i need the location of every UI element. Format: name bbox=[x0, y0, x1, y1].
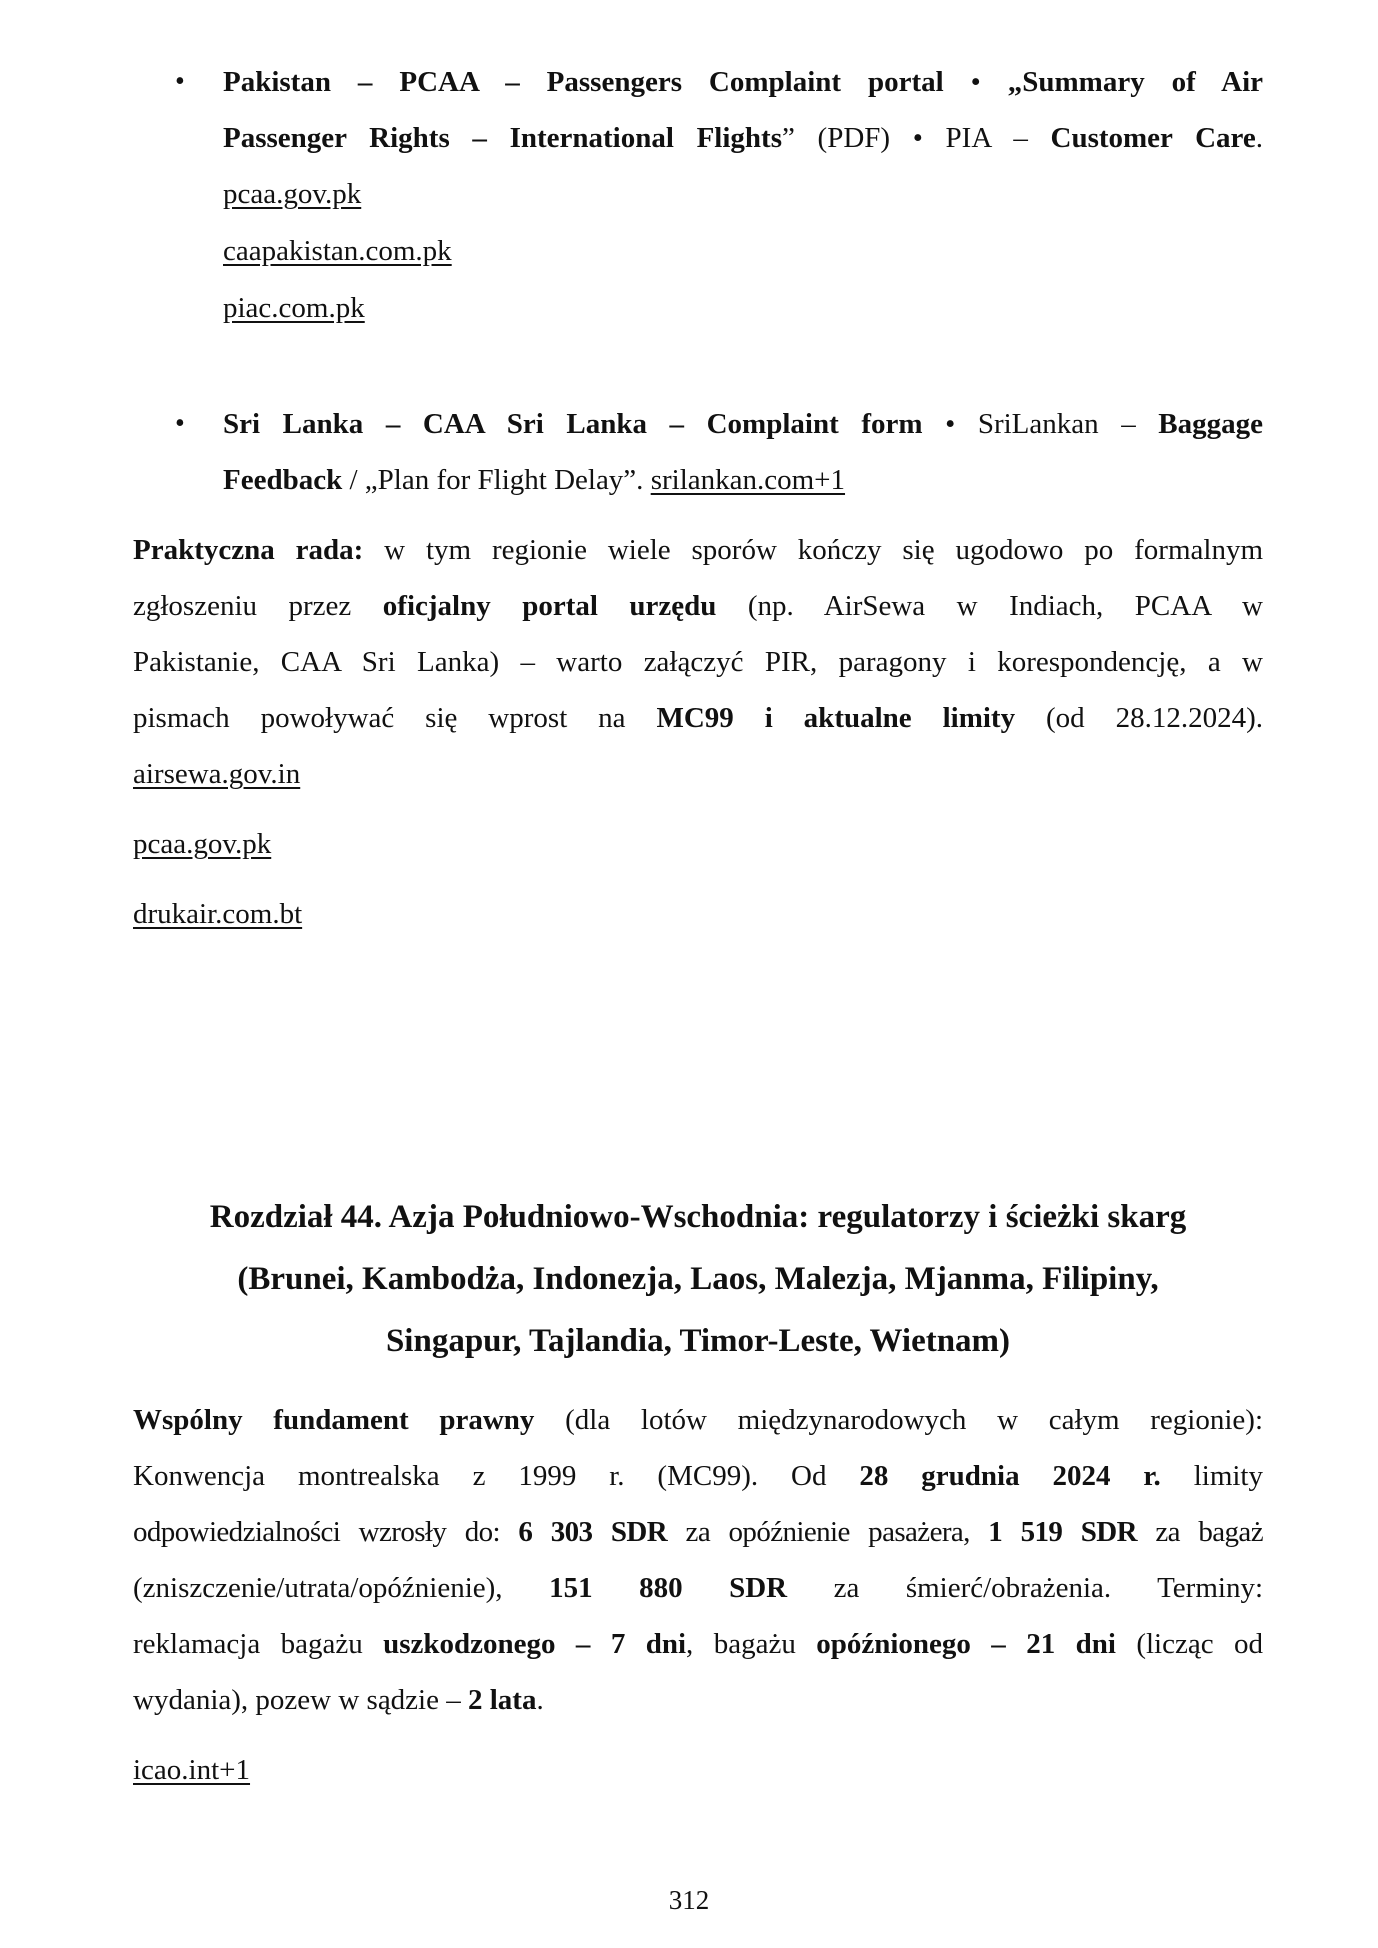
bold-text: opóźnionego – 21 dni bbox=[816, 1628, 1116, 1660]
advice-line-3: Pakistanie, CAA Sri Lanka) – warto załączyć PIR, paragony i korespondencję, a w bbox=[133, 646, 1263, 678]
bold-text: 2 lata bbox=[468, 1684, 537, 1716]
bold-text: 1 519 SDR bbox=[988, 1516, 1137, 1548]
sri-lanka-line-1 bbox=[223, 396, 1263, 452]
foundation-line-1 bbox=[133, 1392, 1263, 1448]
link-row bbox=[133, 746, 1263, 802]
link-srilankan[interactable]: srilankan.com+1 bbox=[650, 464, 846, 496]
text: odpowiedzialności wzrosły do: bbox=[133, 1516, 519, 1548]
text: Konwencja montrealska z 1999 r. (MC99). Od bbox=[133, 1460, 860, 1492]
chapter-heading bbox=[133, 1186, 1263, 1372]
bold-text: 6 303 SDR bbox=[518, 1516, 668, 1548]
bold-text: 28 grudnia 2024 r. bbox=[859, 1460, 1161, 1492]
text: (dla lotów międzynarodowych w całym regionie): bbox=[534, 1404, 1264, 1436]
foundation-line-6 bbox=[133, 1672, 1263, 1728]
text: • SriLankan – bbox=[922, 408, 1159, 440]
text: reklamacja bagażu bbox=[133, 1628, 384, 1660]
text: limity bbox=[1160, 1460, 1263, 1492]
bullet-icon: • bbox=[175, 408, 185, 439]
chapter-title-line-3: Singapur, Tajlandia, Timor-Leste, Wietnam) bbox=[385, 1323, 1011, 1359]
practical-advice-paragraph bbox=[133, 522, 1263, 942]
text: w tym regionie wiele sporów kończy się ugodowo po formalnym bbox=[363, 534, 1264, 566]
bold-text: uszkodzonego – 7 dni bbox=[383, 1628, 687, 1660]
text: (np. AirSewa w Indiach, PCAA w bbox=[716, 590, 1263, 622]
link-icao[interactable]: icao.int+1 bbox=[133, 1754, 251, 1786]
bold-text: Wspólny fundament prawny bbox=[133, 1404, 535, 1436]
text: pismach powoływać się wprost na bbox=[133, 702, 657, 734]
page-number: 312 bbox=[668, 1885, 710, 1915]
text: za bagaż bbox=[1136, 1516, 1263, 1548]
link-pcaa[interactable]: pcaa.gov.pk bbox=[223, 178, 362, 210]
link-piac[interactable]: piac.com.pk bbox=[223, 292, 365, 324]
text: (zniszczenie/utrata/opóźnienie), bbox=[133, 1572, 550, 1604]
bold-text: 151 880 SDR bbox=[549, 1572, 788, 1604]
foundation-line-2 bbox=[133, 1448, 1263, 1504]
text: . bbox=[1255, 122, 1263, 154]
advice-label: Praktyczna rada: bbox=[133, 534, 364, 566]
foundation-line-3 bbox=[133, 1504, 1263, 1560]
text: zgłoszeniu przez bbox=[133, 590, 383, 622]
pakistan-line-1 bbox=[223, 54, 1263, 110]
link-pcaa[interactable]: pcaa.gov.pk bbox=[133, 828, 272, 860]
text: / „Plan for Flight Delay”. bbox=[342, 464, 651, 496]
bold-text: „Summary of Air bbox=[1007, 66, 1263, 98]
link-row bbox=[133, 816, 1263, 872]
bullet-icon: • bbox=[175, 66, 185, 97]
advice-line-4 bbox=[133, 690, 1263, 746]
text: • bbox=[943, 66, 1008, 98]
sri-lanka-line-2 bbox=[223, 452, 1263, 508]
link-row bbox=[133, 1742, 1263, 1798]
bold-text: MC99 i aktualne limity bbox=[656, 702, 1016, 734]
link-airsewa[interactable]: airsewa.gov.in bbox=[133, 758, 301, 790]
legal-foundation-paragraph bbox=[133, 1392, 1263, 1798]
bold-text: Customer Care bbox=[1050, 122, 1256, 154]
text: ” (PDF) • PIA – bbox=[782, 122, 1051, 154]
text: za opóźnienie pasażera, bbox=[667, 1516, 989, 1548]
advice-line-1 bbox=[133, 522, 1263, 578]
link-row bbox=[223, 223, 1263, 279]
foundation-line-4 bbox=[133, 1560, 1263, 1616]
link-row bbox=[223, 166, 1263, 222]
bold-text: Passenger Rights – International Flights bbox=[223, 122, 782, 154]
bold-text: Sri Lanka – CAA Sri Lanka – Complaint form bbox=[223, 408, 923, 440]
text: za śmierć/obrażenia. Terminy: bbox=[787, 1572, 1263, 1604]
text: (od 28.12.2024). bbox=[1015, 702, 1263, 734]
bold-text: Feedback bbox=[223, 464, 343, 496]
link-row bbox=[223, 280, 1263, 336]
text: wydania), pozew w sądzie – bbox=[133, 1684, 468, 1716]
link-caapakistan[interactable]: caapakistan.com.pk bbox=[223, 235, 452, 267]
advice-line-2 bbox=[133, 578, 1263, 634]
foundation-line-5 bbox=[133, 1616, 1263, 1672]
bold-text: Baggage bbox=[1158, 408, 1264, 440]
pakistan-line-2 bbox=[223, 110, 1263, 166]
text: . bbox=[536, 1684, 544, 1716]
chapter-title-line-2: (Brunei, Kambodża, Indonezja, Laos, Malezja, Mjanma, Filipiny, bbox=[237, 1261, 1159, 1297]
link-drukair[interactable]: drukair.com.bt bbox=[133, 898, 303, 930]
link-row bbox=[133, 886, 1263, 942]
chapter-title-line-1: Rozdział 44. Azja Południowo-Wschodnia: regulatorzy i ścieżki skarg bbox=[209, 1199, 1187, 1235]
bold-text: Pakistan – PCAA – Passengers Complaint portal bbox=[223, 66, 944, 98]
text: , bagażu bbox=[686, 1628, 817, 1660]
bold-text: oficjalny portal urzędu bbox=[382, 590, 717, 622]
text: (licząc od bbox=[1115, 1628, 1263, 1660]
